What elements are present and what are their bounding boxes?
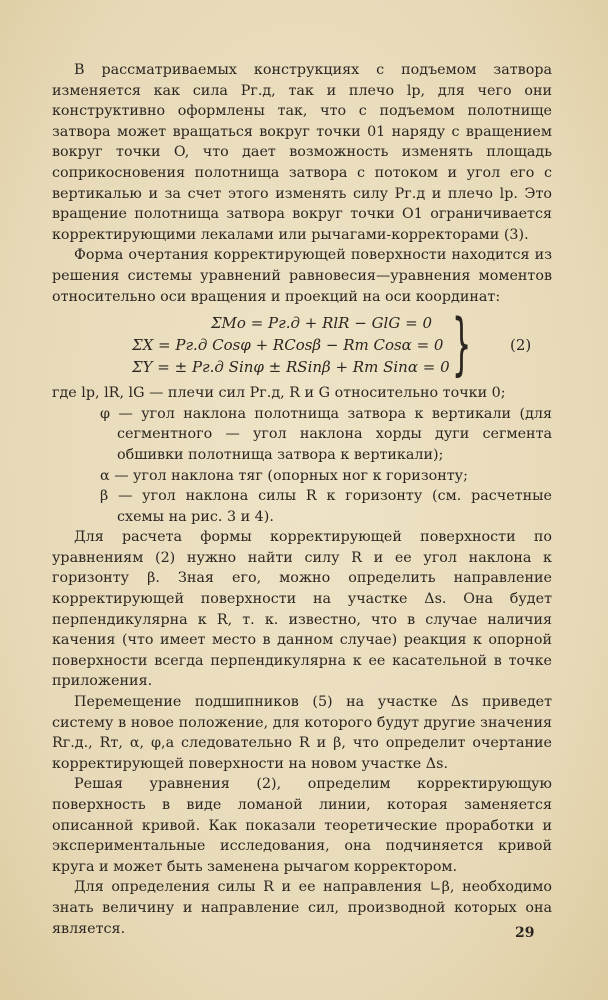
- equation-moments: ΣMo = Pг.д + RlR − GlG = 0: [210, 314, 432, 333]
- brace-symbol: }: [451, 305, 472, 385]
- equation-system: [52, 305, 552, 385]
- paragraph-1: В рассматриваемых конструкциях с подъемом затвора изменяется как сила Pг.д, так и плечо lр, для чего они конструктивно оформлены так, что с подъемом полотнище затвора может вращаться вокруг точки 01 наряду с вращением вокруг точки O, что дает возможность изменять площадь соприкосновения полотнища затвора с потоком и угол его с вертикалью и за счет этого изменять силу Pг.д и плечо lр. Это вращение полотнища затвора вокруг точки O1 ограничивается корректирующими лекалами или рычагами-корректорами (3).: [52, 62, 552, 243]
- definition-phi: φ — угол наклона полотнища затвора к вертикали (для сегментного — угол наклона хорды дуги сегмента обшивки полотнища затвора к вертикали);: [100, 405, 552, 463]
- equation-number: (2): [510, 336, 532, 355]
- paragraph-5: Решая уравнения (2), определим корректирующую поверхность в виде ломаной линии, которая заменяется описанной кривой. Как показали теоретические проработки и экспериментальные исследования, она подчиняется кривой круга и может быть заменена рычагом корректором.: [52, 776, 552, 875]
- paragraph-2: Форма очертания корректирующей поверхности находится из решения системы уравнений равновесия—уравнения моментов относительно оси вращения и проекций на оси координат:: [52, 247, 552, 305]
- paragraph-3: Для расчета формы корректирующей поверхности по уравнениям (2) нужно найти силу R и ее угол наклона к горизонту β. Зная его, можно определить направление корректирующей поверхности на участке Δs. Она будет перпендикулярна к R, т. к. известно, что в случае наличия качения (что имеет место в данном случае) реакция к опорной поверхности всегда перпендикулярна к ее касательной в точке приложения.: [52, 529, 552, 690]
- paragraph-6: Для определения силы R и ее направления ∟β, необходимо знать величину и направление сил, производной которых она является.: [52, 879, 552, 937]
- definition-beta: β — угол наклона силы R к горизонту (см. расчетные схемы на рис. 3 и 4).: [100, 488, 552, 525]
- page-number: 29: [515, 925, 535, 941]
- paragraph-4: Перемещение подшипников (5) на участке Δs приведет систему в новое положение, для которого будут другие значения Rг.д., Rт, α, φ,а следовательно R и β, что определит очертание корректирующей поверхности на новом участке Δs.: [52, 694, 552, 772]
- page-text: [52, 60, 552, 939]
- equation-x-projection: ΣX = Pг.д Cosφ + RCosβ − Rт Cosα = 0: [132, 336, 444, 355]
- definition-lever-arms: где lр, lR, lG — плечи сил Pг.д, R и G относительно точки 0;: [52, 385, 506, 402]
- definitions: [52, 383, 552, 527]
- definition-alpha: α — угол наклона тяг (опорных ног к горизонту;: [100, 467, 468, 484]
- equation-y-projection: ΣY = ± Pг.д Sinφ ± RSinβ + Rт Sinα = 0: [132, 358, 450, 377]
